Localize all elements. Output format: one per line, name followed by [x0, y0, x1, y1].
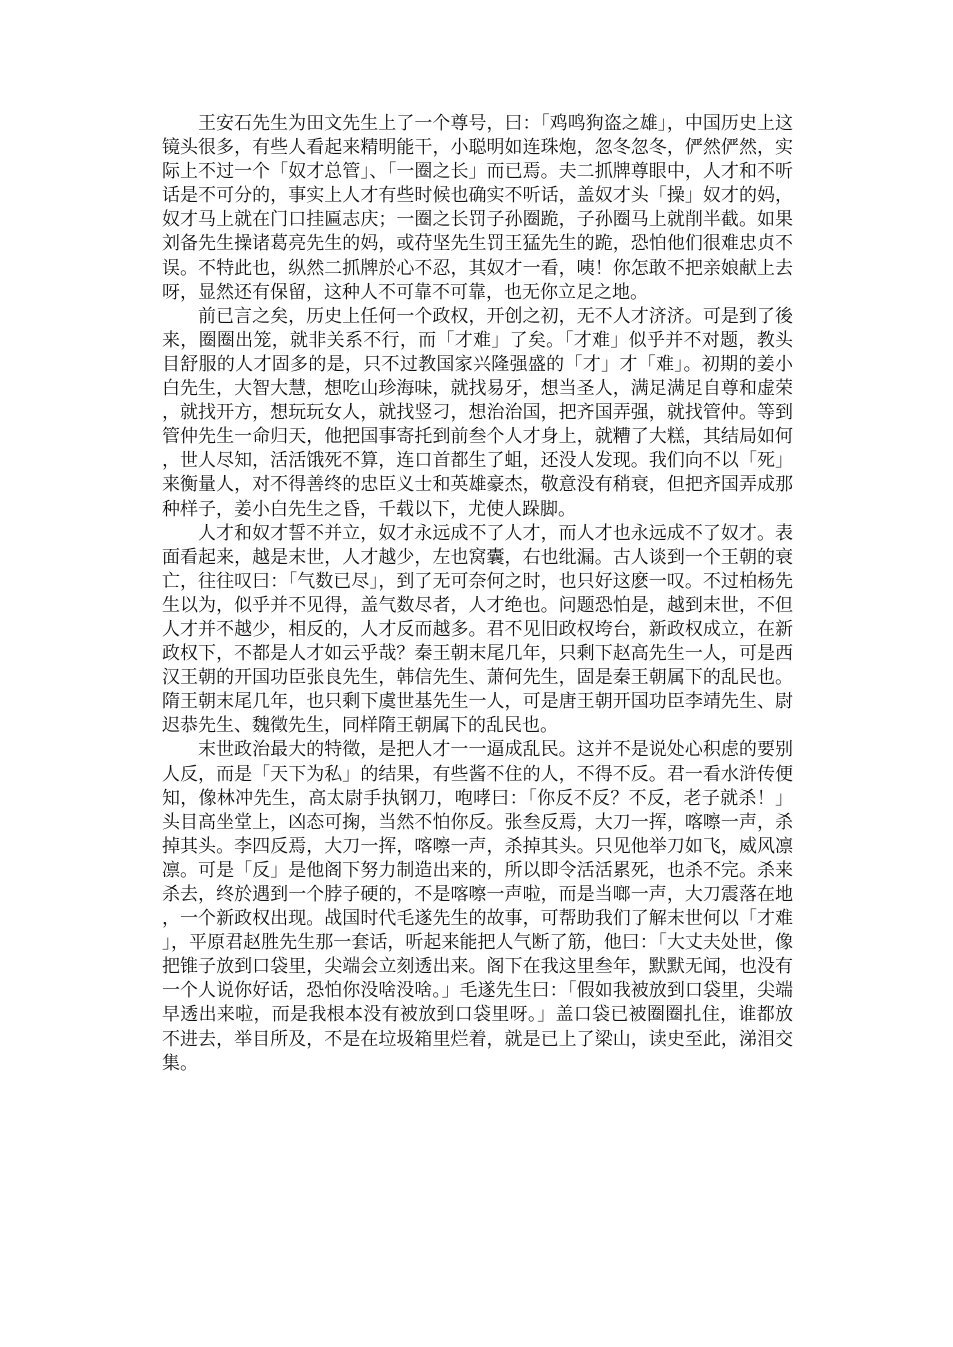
paragraph-1: 王安石先生为田文先生上了一个尊号，曰：「鸡鸣狗盗之雄」，中国历史上这镜头很多，有些人看起来精明能干，小聪明如连珠炮，忽冬忽冬，俨然俨然，实际上不过一个「奴才总管」、「一圈之长」而已焉。夫二抓牌尊眼中，人才和不听话是不可分的，事实上人才有些时候也确实不听话，盖奴才头「操」奴才的妈，奴才马上就在门口挂匾志庆；一圈之长罚子孙圈跪，子孙圈马上就削半截。如果刘备先生操诸葛亮先生的妈，或苻坚先生罚王猛先生的跪，恐怕他们很难忠贞不误。不特此也，纵然二抓牌於心不忍，其奴才一看，咦！你怎敢不把亲娘献上去呀，显然还有保留，这种人不可靠不可靠，也无你立足之地。 — [162, 113, 793, 303]
body-text — [162, 112, 793, 1076]
paragraph-3: 人才和奴才誓不并立，奴才永远成不了人才，而人才也永远成不了奴才。表面看起来，越是末世，人才越少，左也窝囊，右也纰漏。古人谈到一个王朝的衰亡，往往叹曰：「气数已尽」，到了无可奈何之时，也只好这麽一叹。不过柏杨先生以为，似乎并不见得，盖气数尽者，人才绝也。问题恐怕是，越到末世，不但人才并不越少，相反的，人才反而越多。君不见旧政权垮台，新政权成立，在新政权下，不都是人才如云乎哉？秦王朝末尾几年，只剩下赵高先生一人，可是西汉王朝的开国功臣张良先生，韩信先生、萧何先生，固是秦王朝属下的乱民也。隋王朝末尾几年，也只剩下虞世基先生一人，可是唐王朝开国功臣李靖先生、尉迟恭先生、魏徵先生，同样隋王朝属下的乱民也。 — [162, 522, 793, 737]
paragraph-4: 末世政治最大的特徵，是把人才一一逼成乱民。这并不是说处心积虑的要别人反，而是「天下为私」的结果，有些酱不住的人，不得不反。君一看水浒传便知，像林冲先生，高太尉手执钢刀，咆哮曰：「你反不反？不反，老子就杀！」头目高坐堂上，凶态可掬，当然不怕你反。张叁反焉，大刀一挥，喀嚓一声，杀掉其头。李四反焉，大刀一挥，喀嚓一声，杀掉其头。只见他举刀如飞，威风凛凛。可是「反」是他阁下努力制造出来的，所以即令活活累死，也杀不完。杀来杀去，终於遇到一个脖子硬的，不是喀嚓一声啦，而是当啷一声，大刀震落在地，一个新政权出现。战国时代毛遂先生的故事，可帮助我们了解末世何以「才难」，平原君赵胜先生那一套话，听起来能把人气断了筋，他曰：「大丈夫处世，像把锥子放到口袋里，尖端会立刻透出来。阁下在我这里叁年，默默无闻，也没有一个人说你好话，恐怕你没啥没啥。」毛遂先生曰：「假如我被放到口袋里，尖端早透出来啦，而是我根本没有被放到口袋里呀。」盖口袋已被圈圈扎住，谁都放不进去，举目所及，不是在垃圾箱里烂着，就是已上了梁山，读史至此，涕泪交集。 — [162, 739, 793, 1074]
paragraph-2: 前已言之矣，历史上任何一个政权，开创之初，无不人才济济。可是到了後来，圈圈出笼，就非关系不行，而「才难」了矣。「才难」似乎并不对题，教头目舒服的人才固多的是，只不过教国家兴隆强盛的「才」才「难」。初期的姜小白先生，大智大慧，想吃山珍海味，就找易牙，想当圣人，满足满足自尊和虚荣，就找开方，想玩玩女人，就找竖刁，想治治国，把齐国弄强，就找管仲。等到管仲先生一命归天，他把国事寄托到前叁个人才身上，就糟了大糕，其结局如何，世人尽知，活活饿死不算，连口首都生了蛆，还没人发现。我们向不以「死」来衡量人，对不得善终的忠臣义士和英雄豪杰，敬意没有稍衰，但把齐国弄成那种样子，姜小白先生之昏，千载以下，尤使人跺脚。 — [162, 305, 793, 520]
